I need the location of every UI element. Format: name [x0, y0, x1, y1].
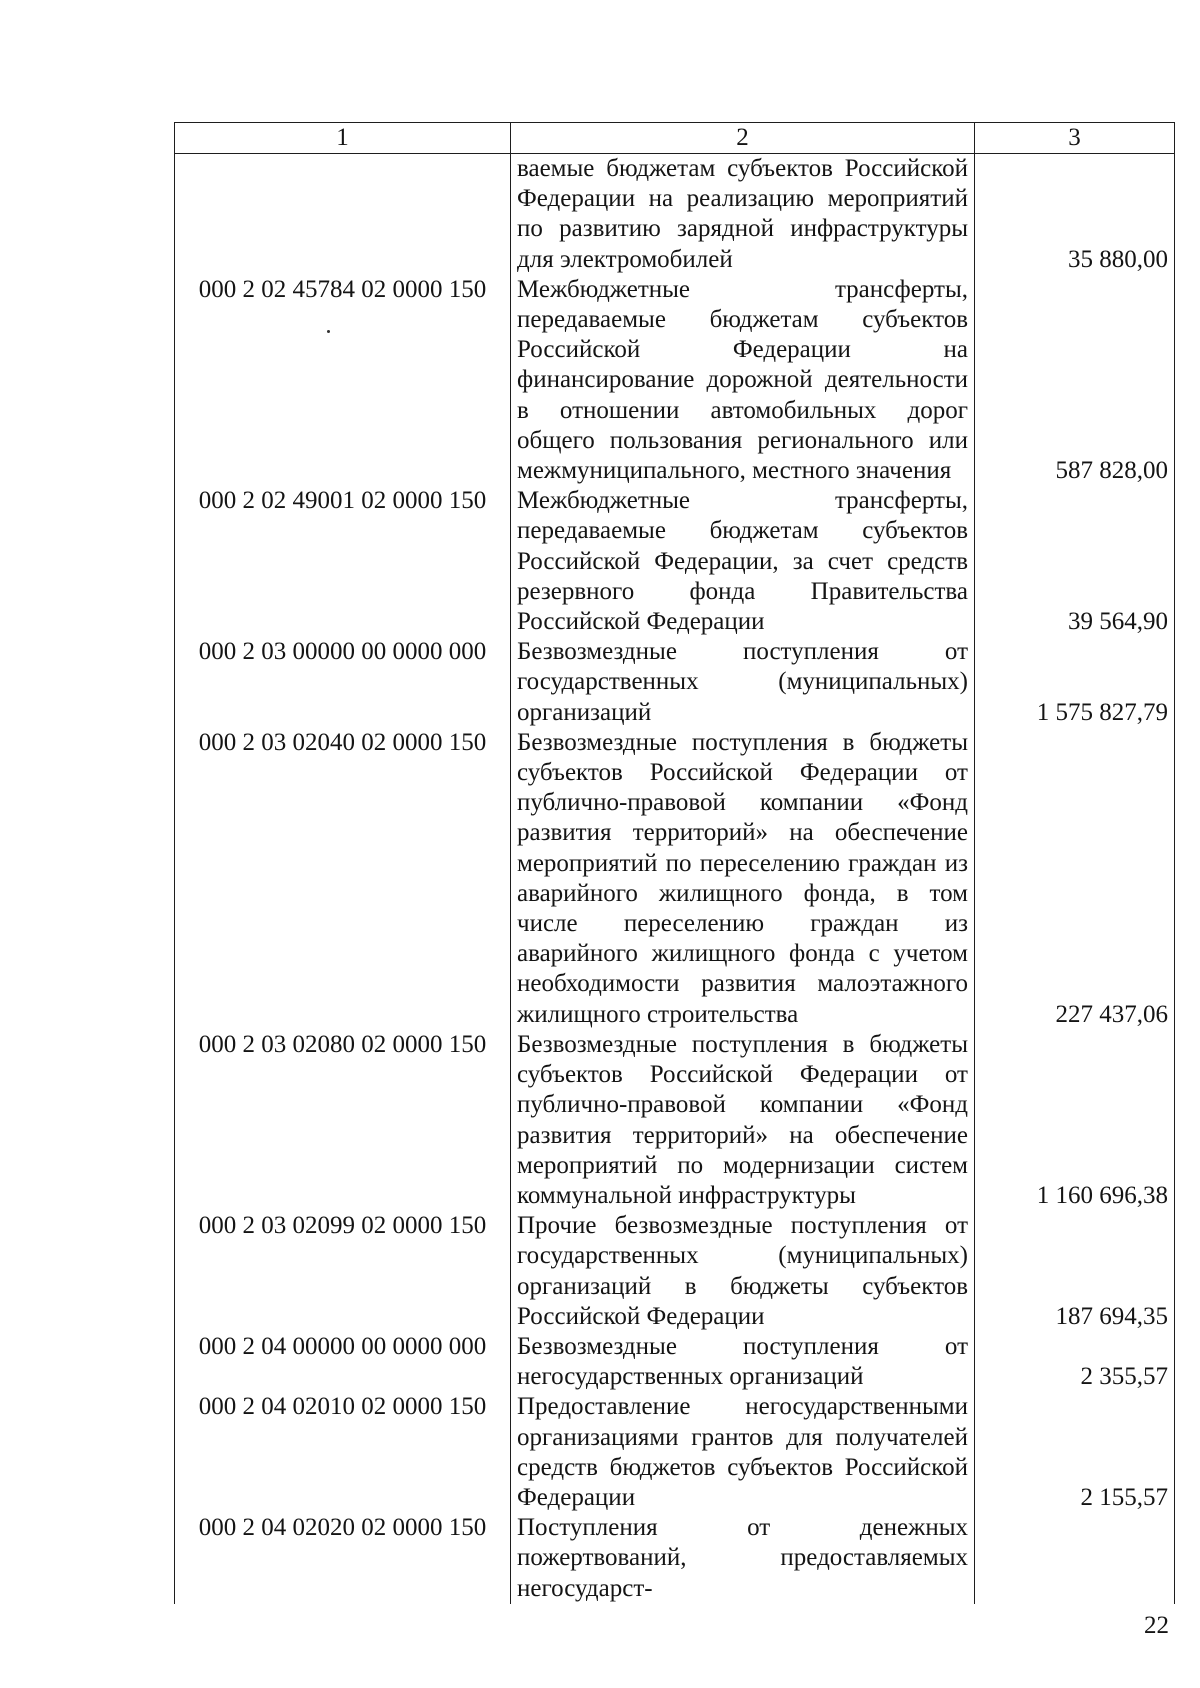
row-description: ваемые бюджетам субъектов Российской Федерации на реализацию мероприятий по развитию зарядной инфраструктуры для электромобилей [511, 154, 975, 275]
row-amount: 227 437,06 [975, 728, 1175, 1030]
table-row [175, 637, 1175, 728]
row-code: 000 2 02 45784 02 0000 150 [175, 275, 511, 486]
row-amount: 187 694,35 [975, 1211, 1175, 1332]
row-description: Безвозмездные поступления в бюджеты субъектов Российской Федерации от публично-правовой компании «Фонд развития территорий» на обеспечение мероприятий по модернизации систем коммунальной инфраструктуры [511, 1030, 975, 1211]
table-row [175, 1211, 1175, 1332]
row-amount: 1 160 696,38 [975, 1030, 1175, 1211]
row-code [175, 154, 511, 275]
row-amount: 2 155,57 [975, 1392, 1175, 1513]
row-amount: 35 880,00 [975, 154, 1175, 275]
budget-revenue-table [174, 122, 1175, 1604]
column-header-1: 1 [175, 123, 511, 154]
row-description: Безвозмездные поступления в бюджеты субъектов Российской Федерации от публично-правовой компании «Фонд развития территорий» на обеспечение мероприятий по переселению граждан из аварийного жилищного фонда, в том числе переселению граждан из аварийного жилищного фонда с учетом необходимости развития малоэтажного жилищного строительства [511, 728, 975, 1030]
table-row [175, 728, 1175, 1030]
row-description: Прочие безвозмездные поступления от государственных (муниципальных) организаций в бюджеты субъектов Российской Федерации [511, 1211, 975, 1332]
row-code: 000 2 03 02080 02 0000 150 [175, 1030, 511, 1211]
page-number: 22 [1144, 1612, 1169, 1639]
row-code: 000 2 03 02040 02 0000 150 [175, 728, 511, 1030]
table-row [175, 1030, 1175, 1211]
column-header-3: 3 [975, 123, 1175, 154]
table-row [175, 486, 1175, 637]
table-row [175, 1332, 1175, 1392]
row-code: 000 2 03 00000 00 0000 000 [175, 637, 511, 728]
row-code: 000 2 04 00000 00 0000 000 [175, 1332, 511, 1392]
row-code: 000 2 03 02099 02 0000 150 [175, 1211, 511, 1332]
row-description: Безвозмездные поступления от негосударственных организаций [511, 1332, 975, 1392]
row-description: Безвозмездные поступления от государственных (муниципальных) организаций [511, 637, 975, 728]
row-code: 000 2 04 02020 02 0000 150 [175, 1513, 511, 1604]
row-code: 000 2 02 49001 02 0000 150 [175, 486, 511, 637]
table-row [175, 275, 1175, 486]
row-description: Межбюджетные трансферты, передаваемые бюджетам субъектов Российской Федерации на финансирование дорожной деятельности в отношении автомобильных дорог общего пользования регионального или межмуниципального, местного значения [511, 275, 975, 486]
scan-speck [327, 330, 330, 333]
row-amount: 1 575 827,79 [975, 637, 1175, 728]
row-description: Поступления от денежных пожертвований, предоставляемых негосударст- [511, 1513, 975, 1604]
row-amount: 2 355,57 [975, 1332, 1175, 1392]
row-amount [975, 1513, 1175, 1604]
table-row [175, 1513, 1175, 1604]
table-header-row [175, 123, 1175, 154]
row-amount: 587 828,00 [975, 275, 1175, 486]
column-header-2: 2 [511, 123, 975, 154]
row-description: Межбюджетные трансферты, передаваемые бюджетам субъектов Российской Федерации, за счет средств резервного фонда Правительства Российской Федерации [511, 486, 975, 637]
row-code: 000 2 04 02010 02 0000 150 [175, 1392, 511, 1513]
row-amount: 39 564,90 [975, 486, 1175, 637]
table-row [175, 154, 1175, 275]
row-description: Предоставление негосударственными организациями грантов для получателей средств бюджетов субъектов Российской Федерации [511, 1392, 975, 1513]
table-row [175, 1392, 1175, 1513]
